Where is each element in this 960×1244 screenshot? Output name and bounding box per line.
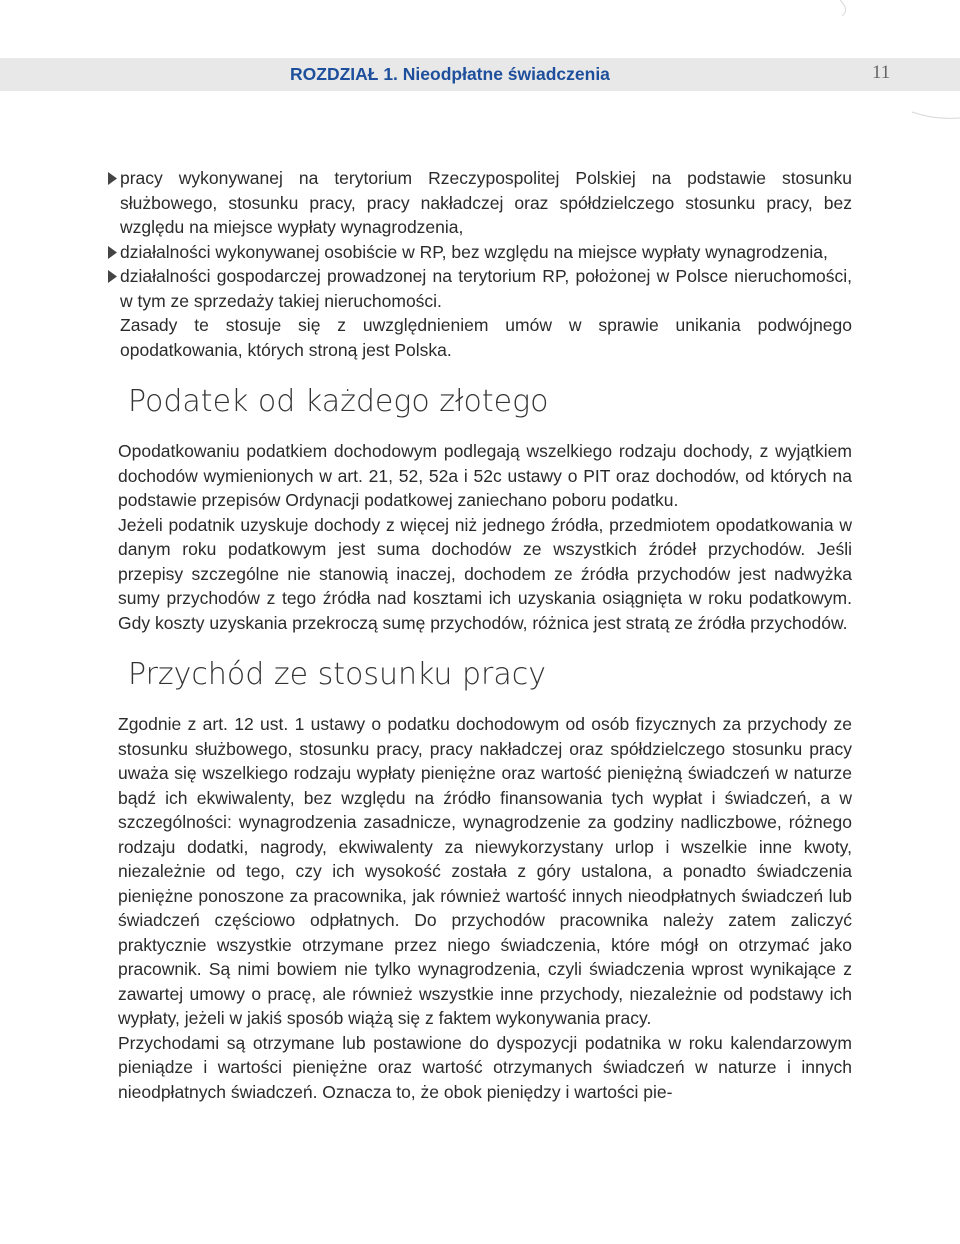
bullet-icon [108,172,117,185]
list-item [108,166,852,240]
paragraph: Opodatkowaniu podatkiem dochodowym podlegają wszelkiego rodzaju dochody, z wyjątkiem dochodów wymienionych w art. 21, 52, 52a i 52c ustawy o PIT oraz dochodów, od których na podstawie przepisów Ordynacji podatkowej zaniechano poboru podatku. [118,441,852,510]
treaty-note: Zasady te stosuje się z uwzględnieniem umów w sprawie unikania podwójnego opodatkowania, których stroną jest Polska. [120,315,852,360]
list-item-text: działalności wykonywanej osobiście w RP, bez względu na miejsce wypłaty wynagrodzenia, [120,241,828,262]
bullet-icon [108,246,117,259]
list-item-text: działalności gospodarczej prowadzonej na terytorium RP, położonej w Polsce nieruchomości, w tym ze sprzedaży takiej nieruchomości. [120,266,852,311]
section-heading-przychod: Przychód ze stosunku pracy [128,657,546,692]
list-item-text: pracy wykonywanej na terytorium Rzeczypospolitej Polskiej na podstawie stosunku służbowego, stosunku pracy, pracy nakładczej oraz spółdzielczego stosunku pracy, bez względu na miejsce wypłaty wynagrodzenia, [120,168,852,237]
page-number: 11 [872,62,891,83]
paragraph: Przychodami są otrzymane lub postawione do dyspozycji podatnika w roku kalendarzowym pieniądze i wartości pieniężne oraz wartość otrzymanych świadczeń w naturze i innych nieodpłatnych świadczeń. Oznacza to, że obok pieniędzy i wartości pie- [118,1032,852,1102]
section-heading-podatek: Podatek od każdego złotego [128,384,549,419]
paragraph: Zgodnie z art. 12 ust. 1 ustawy o podatku dochodowym od osób fizycznych za przychody ze stosunku służbowego, stosunku pracy, pracy nakładczej oraz spółdzielczego stosunku pracy uważa się wszelkiego rodzaju wypłaty pieniężne oraz wartość pieniężną świadczeń w naturze bądź ich ekwiwalenty, bez względu na źródło finansowania tych wypłat i świadczeń, a w szczególności: wynagrodzenia zasadnicze, wynagrodzenie za godziny nadliczbowe, różnego rodzaju dodatki, nagrody, ekwiwalenty za niewykorzystany urlop i wszelkie inne kwoty, niezależnie od tego, czy ich wysokość została z góry ustalona, a ponadto świadczenia pieniężne ponoszone za pracownika, jak również wartość innych nieodpłatnych świadczeń lub świadczeń częściowo odpłatnych. Do przychodów pracownika należy zatem zaliczyć praktycznie wszystkie otrzymane przez niego świadczenia, które mógł on otrzymać jako pracownik. Są nimi bowiem nie tylko wynagrodzenia, czyli świadczenia wprost wynikające z zawartej umowy o pracę, ale również wszystkie inne przychody, niezależnie od podstawy ich wypłaty, jeżeli w jakiś sposób wiążą się z faktem wykonywania pracy. [118,714,852,1028]
page-body [108,166,852,1104]
list-item [108,240,852,265]
income-source-list [108,166,852,313]
paragraph: Jeżeli podatnik uzyskuje dochody z więcej niż jednego źródła, przedmiotem opodatkowania w danym roku podatkowym jest suma dochodów ze wszystkich źródeł przychodów. Jeśli przepisy szczególne nie stanowią inaczej, dochodem ze źródła przychodów jest nadwyżka sumy przychodów z tego źródła nad kosztami ich uzyskania osiągnięta w roku podatkowym. Gdy koszty uzyskania przekroczą sumę przychodów, różnica jest stratą ze źródła przychodów. [118,514,852,633]
list-item [108,264,852,313]
chapter-title: ROZDZIAŁ 1. Nieodpłatne świadczenia [290,64,610,84]
bullet-icon [108,270,117,283]
